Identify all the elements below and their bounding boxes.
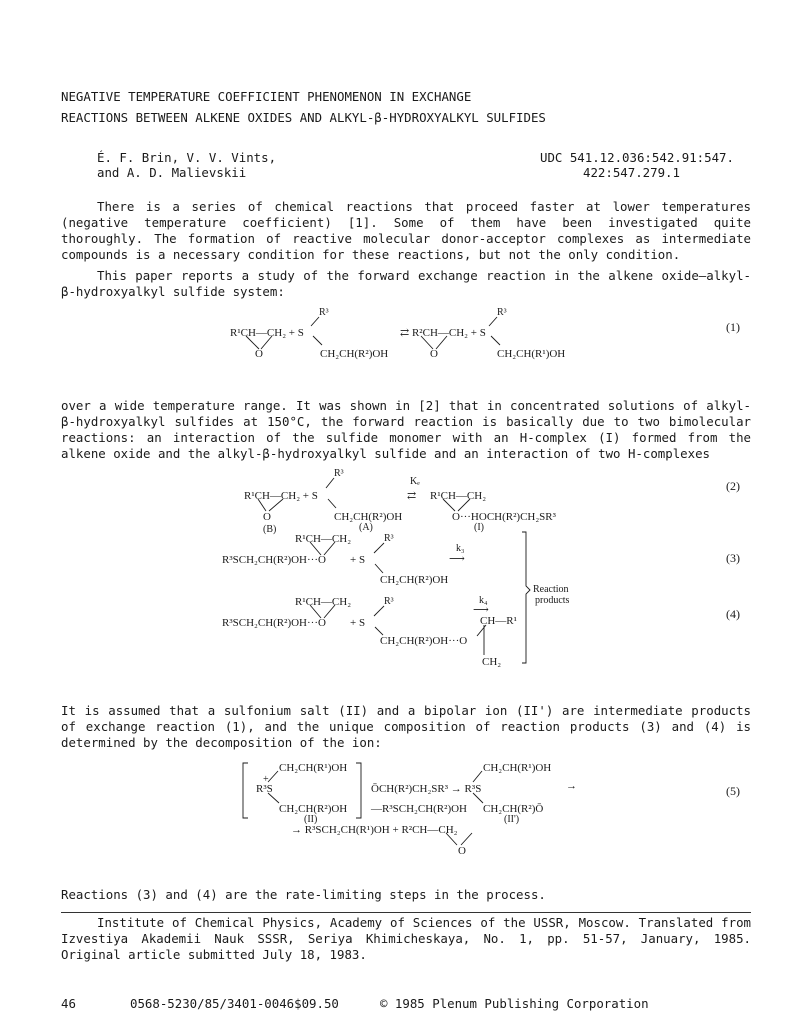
eq5-right-top: CH₂CH(R¹)OH xyxy=(483,762,552,774)
eq5-middle: ŌCH(R²)CH₂SR³ → R³S xyxy=(371,783,482,795)
eq3-k3: k₃ xyxy=(456,543,465,554)
paragraph-assumption: It is assumed that a sulfonium salt (II) and a bipolar ion (II') are intermediate products of exchange reaction (1), and the unique composition of reaction products (3) and (4) is determined by the decomposition of the ion: xyxy=(61,703,751,750)
udc-line-2: 422:547.279.1 xyxy=(583,165,680,180)
eq2-ch2: CH₂CH(R²)OH xyxy=(334,511,403,523)
eq1-number: (1) xyxy=(726,320,740,334)
eq4-left: R³SCH₂CH(R²)OH···O xyxy=(222,617,326,629)
eq1-r3a: R³ xyxy=(319,307,329,318)
eq5-plus: + xyxy=(263,774,269,785)
eq4-ch2b: CH₂ xyxy=(482,656,502,668)
eq2-label-b: (B) xyxy=(263,524,277,535)
eq5-arrow: → xyxy=(566,780,577,792)
paragraph-study: This paper reports a study of the forward exchange reaction in the alkene oxide–alkyl-β-hydroxyalkyl sulfide system: xyxy=(61,268,751,299)
eq4-plus-s: + S xyxy=(350,617,366,629)
authors-line-1: É. F. Brin, V. V. Vints, xyxy=(97,150,277,165)
eq3-products: Reaction xyxy=(533,584,569,595)
eq4-r3: R³ xyxy=(384,596,394,607)
footnote: Institute of Chemical Physics, Academy of Sciences of the USSR, Moscow. Translated from Izvestiya Akademii Nauk SSSR, Seriya Khimicheskaya, No. 1, pp. 51-57, January, 1985. Original article submitted July 18, 1983. xyxy=(61,915,751,962)
eq1-left: R¹CH—CH₂ + S xyxy=(230,327,304,339)
eq4-k4: k₄ xyxy=(479,595,488,606)
eq1-r3b: R³ xyxy=(497,307,507,318)
eq4-arrow: ⟶ xyxy=(473,604,489,616)
eq2-arrow: ⇄ xyxy=(407,490,417,502)
eq5-top: CH₂CH(R¹)OH xyxy=(279,762,348,774)
eq2-r3: R³ xyxy=(334,468,344,479)
footer-copyright: © 1985 Plenum Publishing Corporation xyxy=(380,996,649,1011)
eq3-plus-s: + S xyxy=(350,554,366,566)
footer-page-number: 46 xyxy=(61,996,76,1011)
eq3-ch2: CH₂CH(R²)OH xyxy=(380,574,449,586)
eq3-number: (3) xyxy=(726,551,740,565)
eq2-label-i: (I) xyxy=(474,522,484,533)
eq4-top: R¹CH—CH₂ xyxy=(295,596,352,608)
eq2-ke: Kₑ xyxy=(410,476,420,487)
eq5-bottom: CH₂CH(R²)OH xyxy=(279,803,348,815)
eq3-arrow: ⟶ xyxy=(449,553,465,565)
eq1-o2: O xyxy=(430,348,438,360)
eq2-left: R¹CH—CH₂ + S xyxy=(244,490,318,502)
paragraph-intro: There is a series of chemical reactions that proceed faster at lower temperatures (negative temperature coefficient) [1]. Some of them have been investigated quite thoroughly. The formation of reactive molecular donor-acceptor complexes as intermediate compounds is a necessary condition for these reactions, but not the only condition. xyxy=(61,199,751,262)
eq5-right-bottom: CH₂CH(R²)Ō xyxy=(483,803,544,815)
eq3-top: R¹CH—CH₂ xyxy=(295,533,352,545)
eq5-final: → R³SCH₂CH(R¹)OH + R²CH—CH₂ xyxy=(291,824,458,836)
eq1-right: ⇄ R²CH—CH₂ + S xyxy=(400,327,486,339)
paragraph-temperature: over a wide temperature range. It was shown in [2] that in concentrated solutions of alkyl-β-hydroxyalkyl sulfides at 150°C, the forward reaction is basically due to two bimolecular reactions: an interaction of the sulfide monomer with an H-complex (I) formed from the alkene oxide and the alkyl-β-hydroxyalkyl sulfide and an interaction of two H-complexes xyxy=(61,398,751,461)
eq3-products-2: products xyxy=(535,595,570,606)
eq5-r3s: R³S xyxy=(256,783,273,795)
eq1-ch2b: CH₂CH(R¹)OH xyxy=(497,348,566,360)
udc-line-1: UDC 541.12.036:542.91:547. xyxy=(540,150,734,165)
eq5-label-ii: (II) xyxy=(304,814,318,825)
footnote-rule xyxy=(61,912,751,913)
authors-line-2: and A. D. Malievskii xyxy=(97,165,247,180)
eq1-o1: O xyxy=(255,348,263,360)
footer-code: 0568-5230/85/3401-0046$09.50 xyxy=(130,996,339,1011)
title-line-2: REACTIONS BETWEEN ALKENE OXIDES AND ALKYL-β-HYDROXYALKYL SULFIDES xyxy=(61,110,546,125)
eq5-number: (5) xyxy=(726,784,740,798)
eq5-label-ii2: (II') xyxy=(504,814,520,825)
title-line-1: NEGATIVE TEMPERATURE COEFFICIENT PHENOMENON IN EXCHANGE xyxy=(61,89,472,104)
eq2-label-a: (A) xyxy=(359,522,373,533)
eq2-o: O xyxy=(263,511,271,523)
eq2-complex: O···HOCH(R²)CH₂SR³ xyxy=(452,511,556,523)
eq5-minus: —R³SCH₂CH(R²)OH xyxy=(371,803,467,815)
eq2-number: (2) xyxy=(726,479,740,493)
eq3-r3: R³ xyxy=(384,533,394,544)
eq4-ch2: CH₂CH(R²)OH···O xyxy=(380,635,468,647)
paragraph-rate-limiting: Reactions (3) and (4) are the rate-limiting steps in the process. xyxy=(61,887,546,902)
eq3-left: R³SCH₂CH(R²)OH···O xyxy=(222,554,326,566)
eq4-number: (4) xyxy=(726,607,740,621)
eq5-final-o: O xyxy=(458,845,466,857)
eq2-right: R¹CH—CH₂ xyxy=(430,490,487,502)
eq4-ch: CH—R¹ xyxy=(480,615,517,627)
eq1-ch2a: CH₂CH(R²)OH xyxy=(320,348,389,360)
